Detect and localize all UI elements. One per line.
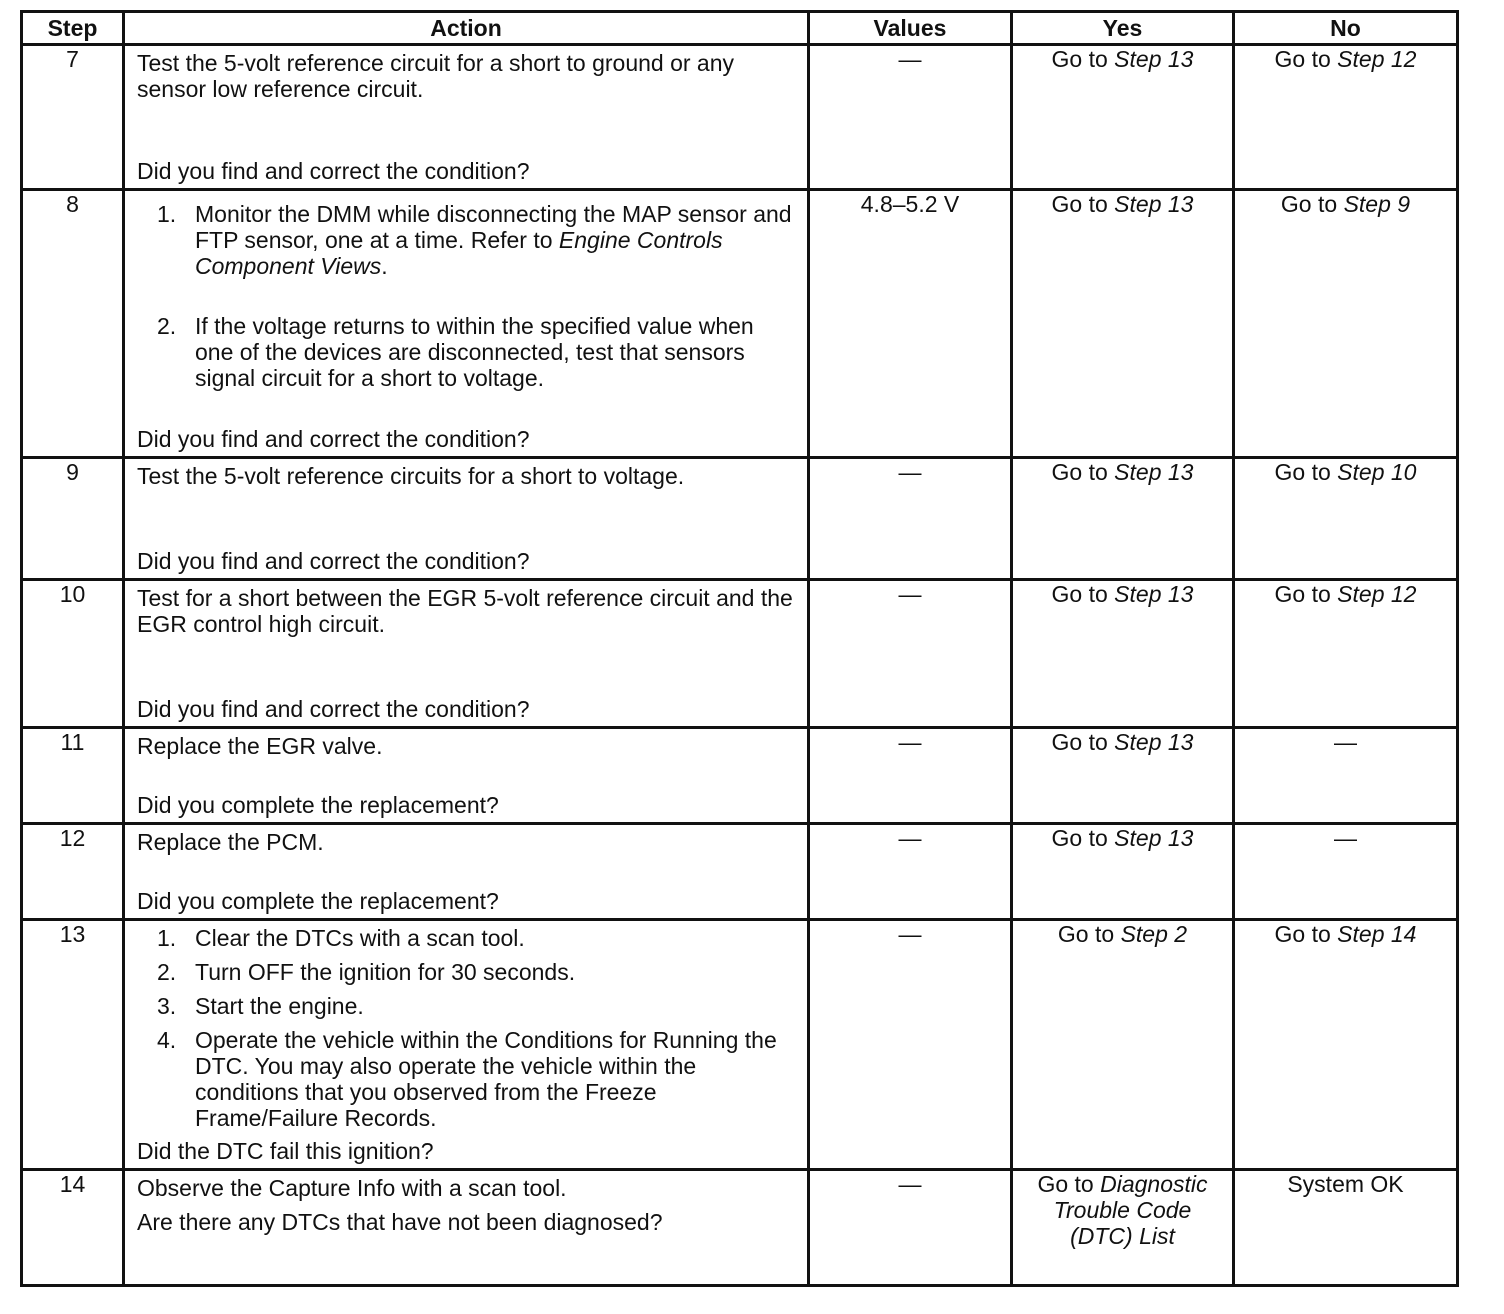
list-item-number: 4. [157,1027,177,1053]
list-item-number: 1. [157,925,177,951]
no-cell: — [1234,824,1458,920]
yes-prefix: Go to [1051,581,1108,607]
value-cell: 4.8–5.2 V [809,190,1012,458]
action-text: Test the 5-volt reference circuits for a short to voltage. [137,463,685,489]
header-action: Action [124,12,809,45]
step-number: 13 [22,920,124,1170]
action-cell [124,728,809,824]
step-number: 9 [22,458,124,580]
yes-step-link: Step 13 [1114,191,1194,217]
yes-prefix: Go to [1057,921,1115,947]
step-number: 10 [22,580,124,728]
yes-prefix: Go to [1051,825,1108,851]
no-step-link: Step 10 [1337,459,1417,485]
action-cell [124,1170,809,1286]
no-step-link: Step 12 [1337,46,1417,72]
no-cell [1234,45,1458,190]
yes-cell [1012,824,1234,920]
yes-step-link: Step 13 [1114,729,1194,755]
table-row-step-10 [22,580,1458,728]
yes-cell [1012,920,1234,1170]
action-question: Did you find and correct the condition? [137,426,530,452]
step-number: 8 [22,190,124,458]
value-cell: — [809,45,1012,190]
action-question: Did the DTC fail this ignition? [137,1138,434,1164]
action-question: Did you complete the replacement? [137,792,499,818]
table-row-step-7 [22,45,1458,190]
list-item-tail: . [381,253,388,279]
yes-cell [1012,1170,1234,1286]
value-cell: — [809,1170,1012,1286]
header-row [22,12,1458,45]
header-yes: Yes [1012,12,1234,45]
table-row-step-13 [22,920,1458,1170]
action-text: Replace the EGR valve. [137,733,383,759]
header-step: Step [22,12,124,45]
list-item [137,313,797,391]
table-row-step-14 [22,1170,1458,1286]
yes-prefix: Go to [1051,46,1108,72]
list-item [137,925,797,951]
action-text: Test for a short between the EGR 5-volt reference circuit and the EGR control high circuit. [137,585,793,637]
no-prefix: Go to [1274,459,1331,485]
no-cell [1234,190,1458,458]
no-cell: System OK [1234,1170,1458,1286]
action-question: Are there any DTCs that have not been diagnosed? [137,1209,663,1235]
list-item-text: Start the engine. [195,993,364,1019]
action-cell [124,580,809,728]
list-item-number: 3. [157,993,177,1019]
table-row-step-12 [22,824,1458,920]
list-item-number: 2. [157,959,177,985]
action-steps-list [137,201,797,391]
no-prefix: Go to [1274,581,1331,607]
action-text: Test the 5-volt reference circuit for a short to ground or any sensor low reference circuit. [137,50,735,102]
table-row-step-11 [22,728,1458,824]
list-item-text: Operate the vehicle within the Conditions for Running the DTC. You may also operate the vehicle within the conditions that you observed from the Freeze Frame/Failure Records. [195,1027,777,1131]
yes-cell [1012,728,1234,824]
action-steps-list [137,925,797,1131]
no-cell [1234,920,1458,1170]
yes-step-link: Step 13 [1114,581,1194,607]
yes-dtc-list-link: Diagnostic Trouble Code (DTC) List [1053,1171,1208,1249]
header-no: No [1234,12,1458,45]
step-number: 12 [22,824,124,920]
table-row-step-9 [22,458,1458,580]
no-prefix: Go to [1280,191,1338,217]
list-item-text: Turn OFF the ignition for 30 seconds. [195,959,576,985]
action-text: Observe the Capture Info with a scan tool. [137,1175,567,1201]
yes-step-link: Step 13 [1114,46,1194,72]
yes-cell [1012,458,1234,580]
value-cell: — [809,824,1012,920]
yes-cell [1012,580,1234,728]
table-row-step-8 [22,190,1458,458]
action-question: Did you complete the replacement? [137,888,499,914]
yes-cell [1012,190,1234,458]
action-question: Did you find and correct the condition? [137,696,530,722]
value-cell: — [809,580,1012,728]
list-item-text: If the voltage returns to within the specified value when one of the devices are disconnected, test that sensors signal circuit for a short to voltage. [195,313,754,391]
action-cell [124,824,809,920]
no-step-link: Step 12 [1337,581,1417,607]
action-cell [124,458,809,580]
list-item-number: 2. [157,313,177,339]
yes-prefix: Go to [1051,191,1108,217]
list-item-text: Monitor the DMM while disconnecting the MAP sensor and FTP sensor, one at a time. Refer to [195,201,792,253]
no-prefix: Go to [1274,46,1331,72]
reference-link: Engine Controls Component Views [195,227,723,279]
action-cell [124,920,809,1170]
yes-prefix: Go to [1051,729,1108,755]
step-number: 7 [22,45,124,190]
no-step-link: Step 9 [1343,191,1411,217]
list-item [137,959,797,985]
action-question: Did you find and correct the condition? [137,158,530,184]
action-cell [124,190,809,458]
no-cell: — [1234,728,1458,824]
value-cell: — [809,458,1012,580]
yes-step-link: Step 13 [1114,459,1194,485]
value-cell: — [809,920,1012,1170]
diagnostic-table [20,10,1459,1287]
list-item-text: Clear the DTCs with a scan tool. [195,925,525,951]
list-item [137,1027,797,1131]
value-cell: — [809,728,1012,824]
yes-step-link: Step 2 [1120,921,1188,947]
list-item [137,201,797,279]
action-question: Did you find and correct the condition? [137,548,530,574]
no-step-link: Step 14 [1337,921,1417,947]
step-number: 14 [22,1170,124,1286]
yes-cell [1012,45,1234,190]
action-cell [124,45,809,190]
no-cell [1234,458,1458,580]
action-text: Replace the PCM. [137,829,324,855]
step-number: 11 [22,728,124,824]
list-item-number: 1. [157,201,177,227]
list-item [137,993,797,1019]
no-prefix: Go to [1274,921,1331,947]
header-values: Values [809,12,1012,45]
no-cell [1234,580,1458,728]
yes-step-link: Step 13 [1114,825,1194,851]
yes-prefix: Go to [1051,459,1108,485]
yes-prefix: Go to [1037,1171,1094,1197]
